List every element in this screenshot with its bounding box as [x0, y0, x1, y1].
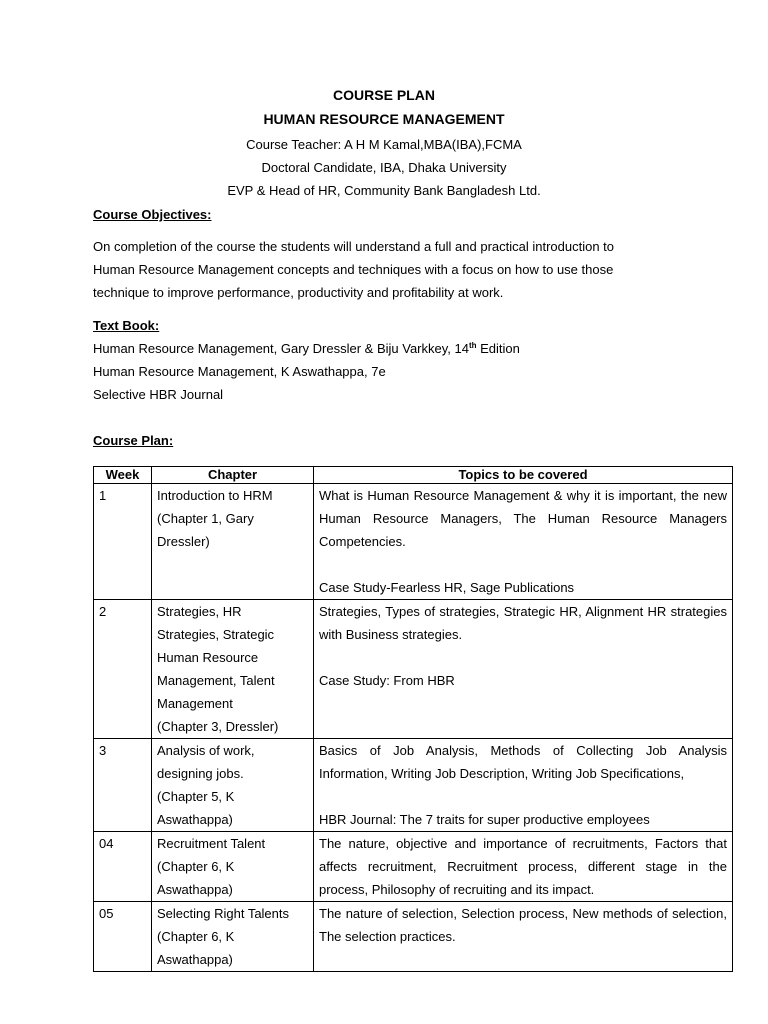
chapter-line: Dressler): [157, 534, 210, 549]
week-cell: 3: [94, 739, 152, 832]
chapter-line: Strategies, Strategic: [157, 627, 275, 642]
objectives-heading: Course Objectives:: [93, 207, 212, 222]
objectives-paragraph: [93, 235, 675, 304]
textbook-1-edition: Edition: [476, 341, 520, 356]
objectives-line: On completion of the course the students will understand a full and practical introduction to: [93, 239, 615, 254]
chapter-line: Management, Talent: [157, 673, 275, 688]
textbook-1-text: Human Resource Management, Gary Dressler & Biju Varkkey, 14: [93, 341, 469, 356]
textbook-heading: Text Book:: [93, 318, 160, 333]
topics-cell: [314, 832, 733, 902]
case-study-text: Case Study: From HBR: [319, 673, 455, 688]
week-cell: 05: [94, 902, 152, 972]
document-title: COURSE PLAN: [333, 87, 435, 103]
column-header-topics: Topics to be covered: [314, 467, 733, 484]
topics-text: The nature of selection, Selection process, New methods of selection, The selection practices.: [319, 906, 727, 944]
textbook-3: Selective HBR Journal: [93, 387, 224, 402]
teacher-affiliation: Doctoral Candidate, IBA, Dhaka University: [261, 160, 507, 175]
week-cell: 2: [94, 600, 152, 739]
chapter-line: Aswathappa): [157, 952, 233, 967]
table-row: [94, 600, 733, 739]
topics-text: Strategies, Types of strategies, Strategic HR, Alignment HR strategies with Business strategies.: [319, 604, 727, 642]
table-row: [94, 739, 733, 832]
chapter-line: designing jobs.: [157, 766, 244, 781]
chapter-line: Analysis of work,: [157, 743, 255, 758]
chapter-cell: [152, 832, 314, 902]
column-header-week: Week: [94, 467, 152, 484]
topics-cell: [314, 739, 733, 832]
objectives-line: technique to improve performance, productivity and profitability at work.: [93, 285, 504, 300]
edition-superscript: th: [468, 341, 477, 350]
table-header-row: [94, 467, 733, 484]
topics-text: The nature, objective and importance of recruitments, Factors that affects recruitment, Recruitment process, different stage in the process, Philosophy of recruiting and its impact.: [319, 836, 727, 897]
column-header-chapter: Chapter: [152, 467, 314, 484]
chapter-line: Aswathappa): [157, 882, 233, 897]
course-teacher: Course Teacher: A H M Kamal,MBA(IBA),FCMA: [246, 137, 522, 152]
chapter-line: (Chapter 3, Dressler): [157, 719, 279, 734]
teacher-position: EVP & Head of HR, Community Bank Bangladesh Ltd.: [227, 183, 541, 198]
chapter-line: Management: [157, 696, 233, 711]
chapter-line: Human Resource: [157, 650, 259, 665]
topics-text: What is Human Resource Management & why it is important, the new Human Resource Managers, The Human Resource Managers Competencies.: [319, 488, 727, 549]
chapter-line: (Chapter 5, K: [157, 789, 235, 804]
table-row: [94, 902, 733, 972]
course-name: HUMAN RESOURCE MANAGEMENT: [263, 111, 505, 127]
week-cell: 1: [94, 484, 152, 600]
chapter-line: (Chapter 6, K: [157, 859, 235, 874]
topics-text: Basics of Job Analysis, Methods of Collecting Job Analysis Information, Writing Job Description, Writing Job Specifications,: [319, 743, 727, 781]
topics-cell: [314, 902, 733, 972]
chapter-line: (Chapter 1, Gary: [157, 511, 254, 526]
case-study-text: Case Study-Fearless HR, Sage Publications: [319, 580, 575, 595]
textbook-1: [93, 341, 520, 356]
chapter-cell: [152, 739, 314, 832]
week-cell: 04: [94, 832, 152, 902]
course-plan-table: [93, 466, 733, 972]
course-plan-heading: Course Plan:: [93, 433, 174, 448]
chapter-line: Recruitment Talent: [157, 836, 266, 851]
chapter-cell: [152, 902, 314, 972]
case-study-text: HBR Journal: The 7 traits for super productive employees: [319, 812, 650, 827]
chapter-cell: [152, 600, 314, 739]
chapter-cell: [152, 484, 314, 600]
chapter-line: Introduction to HRM: [157, 488, 273, 503]
objectives-line: Human Resource Management concepts and techniques with a focus on how to use those: [93, 262, 614, 277]
chapter-line: Aswathappa): [157, 812, 233, 827]
topics-cell: [314, 600, 733, 739]
textbook-2: Human Resource Management, K Aswathappa, 7e: [93, 364, 386, 379]
table-row: [94, 484, 733, 600]
chapter-line: Selecting Right Talents: [157, 906, 290, 921]
chapter-line: Strategies, HR: [157, 604, 242, 619]
chapter-line: (Chapter 6, K: [157, 929, 235, 944]
table-row: [94, 832, 733, 902]
topics-cell: [314, 484, 733, 600]
